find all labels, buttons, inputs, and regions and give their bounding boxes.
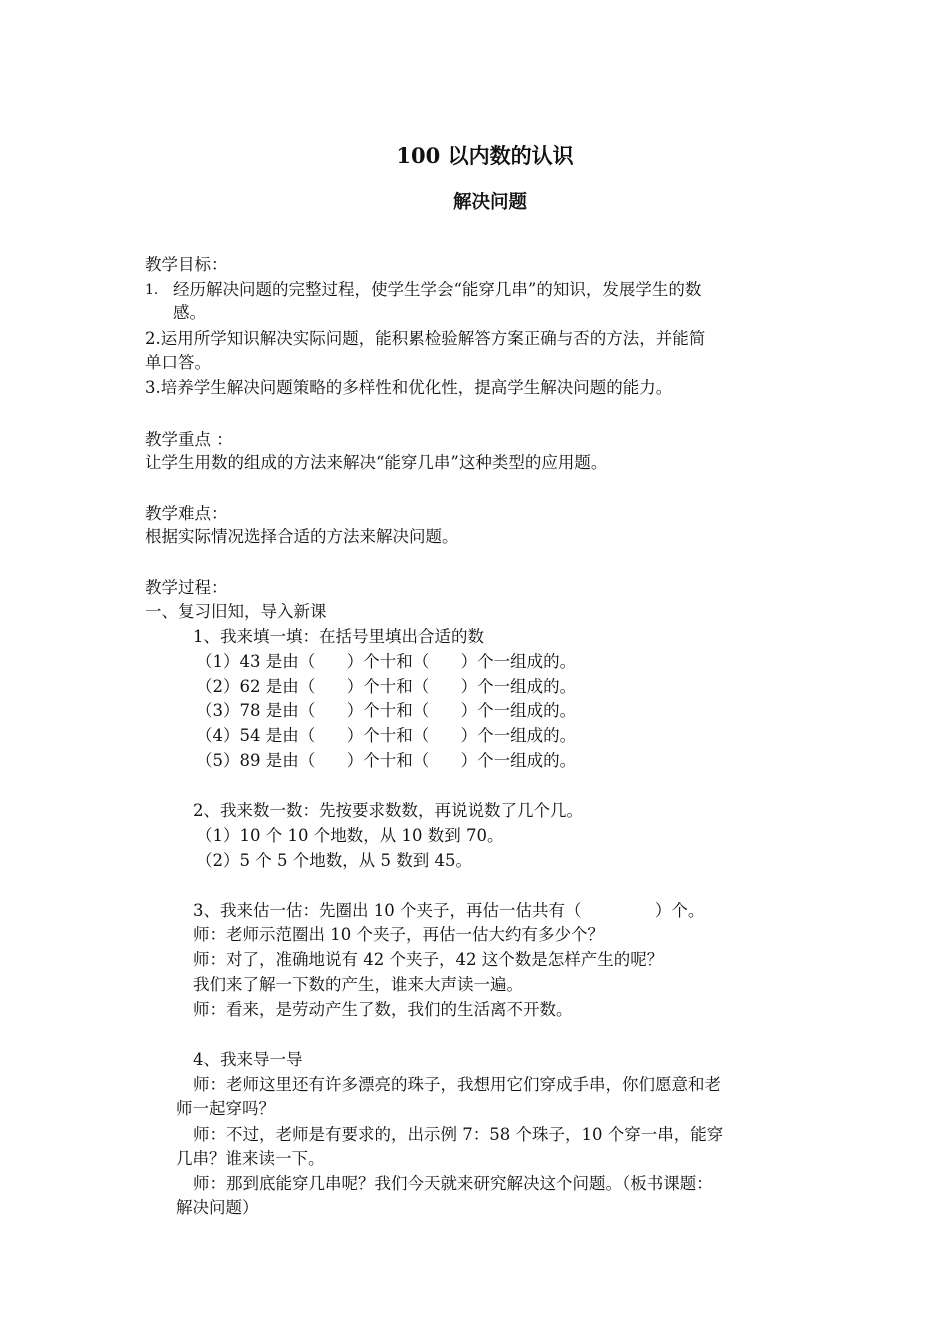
objective-2-line-2: 单口答。 [145, 353, 211, 372]
task-3-line: 师：看来，是劳动产生了数，我们的生活离不开数。 [193, 1000, 573, 1019]
task-4-paragraph-3-line-2: 解决问题） [176, 1198, 259, 1217]
task-4-paragraph-2-line-2: 几串？谁来读一下。 [176, 1149, 325, 1168]
task-4-paragraph-1-line-2: 师一起穿吗？ [176, 1099, 275, 1118]
difficulty-text: 根据实际情况选择合适的方法来解决问题。 [145, 527, 459, 546]
objective-1-number: 1. [145, 282, 159, 298]
task-4-paragraph-3-line-1: 师：那到底能穿几串呢？我们今天就来研究解决这个问题。（板书课题： [193, 1174, 713, 1193]
task-4-paragraph-1-line-1: 师：老师这里还有许多漂亮的珠子，我想用它们穿成手串，你们愿意和老 [193, 1075, 721, 1094]
task-1-title: 1、我来填一填：在括号里填出合适的数 [193, 627, 484, 646]
page-subtitle: 解决问题 [452, 192, 527, 213]
task-1-item: （1）43 是由（ ）个十和（ ）个一组成的。 [196, 652, 577, 671]
process-heading: 教学过程： [145, 578, 228, 597]
task-3-line: 我们来了解一下数的产生，谁来大声读一遍。 [193, 975, 523, 994]
task-3-line: 师：对了，准确地说有 42 个夹子，42 这个数是怎样产生的呢？ [193, 950, 664, 969]
key-point-heading: 教学重点 ： [145, 430, 233, 449]
task-2-item: （1）10 个 10 个地数，从 10 数到 70。 [196, 826, 504, 845]
section-1-heading: 一、复习旧知，导入新课 [145, 602, 327, 621]
page-title: 100 以内数的认识 [396, 143, 574, 168]
objective-1-line-2: 感。 [173, 303, 206, 322]
objective-2-line-1: 2.运用所学知识解决实际问题，能积累检验解答方案正确与否的方法，并能简 [145, 329, 706, 348]
objectives-heading: 教学目标： [145, 255, 228, 274]
objective-1-line-1: 经历解决问题的完整过程，使学生学会“能穿几串”的知识，发展学生的数 [173, 280, 702, 299]
task-3-title: 3、我来估一估：先圈出 10 个夹子，再估一估共有（ ）个。 [193, 901, 705, 920]
task-1-item: （2）62 是由（ ）个十和（ ）个一组成的。 [196, 677, 577, 696]
objective-3: 3.培养学生解决问题策略的多样性和优化性，提高学生解决问题的能力。 [145, 378, 673, 397]
task-2-title: 2、我来数一数：先按要求数数，再说说数了几个几。 [193, 801, 583, 820]
task-1-item: （4）54 是由（ ）个十和（ ）个一组成的。 [196, 726, 577, 745]
task-3-line: 师：老师示范圈出 10 个夹子，再估一估大约有多少个？ [193, 925, 604, 944]
task-1-item: （3）78 是由（ ）个十和（ ）个一组成的。 [196, 701, 577, 720]
task-4-paragraph-2-line-1: 师：不过，老师是有要求的，出示例 7：58 个珠子，10 个穿一串，能穿 [193, 1125, 724, 1144]
task-2-item: （2）5 个 5 个地数，从 5 数到 45。 [196, 851, 472, 870]
key-point-text: 让学生用数的组成的方法来解决“能穿几串”这种类型的应用题。 [145, 453, 608, 472]
difficulty-heading: 教学难点： [145, 504, 228, 523]
task-1-item: （5）89 是由（ ）个十和（ ）个一组成的。 [196, 751, 577, 770]
task-4-title: 4、我来导一导 [193, 1050, 303, 1069]
